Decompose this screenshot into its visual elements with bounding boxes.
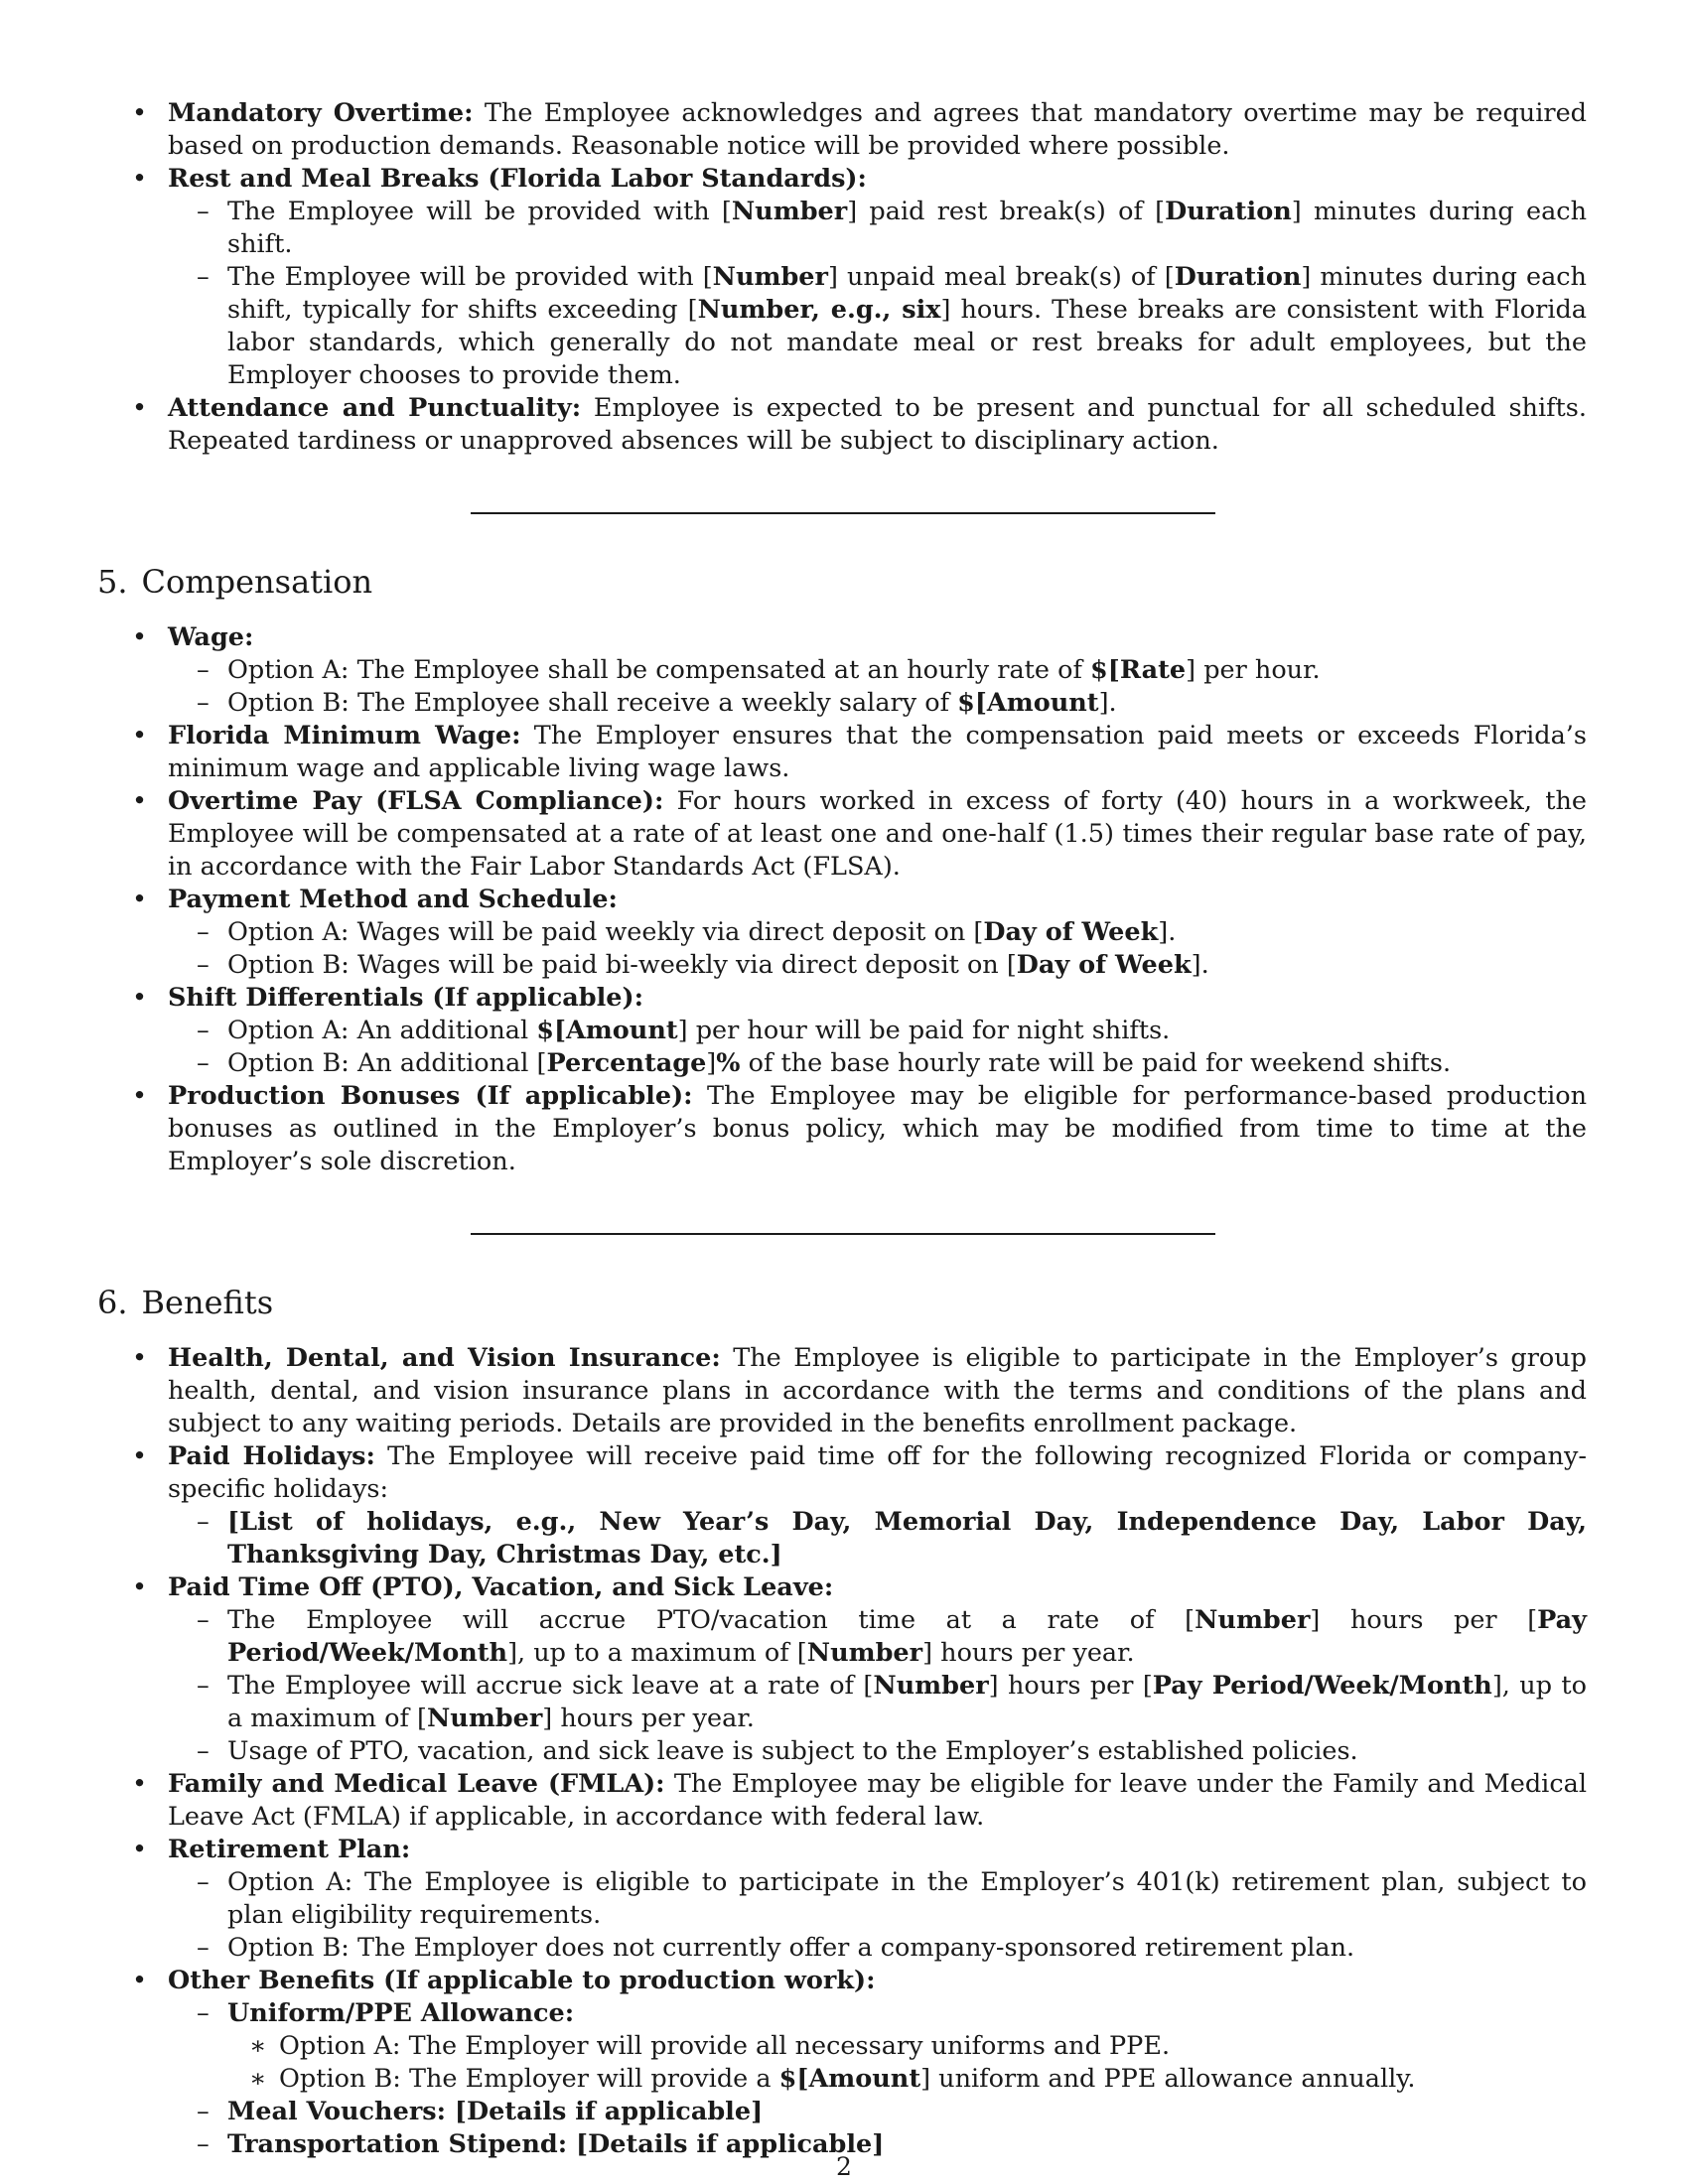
- option-a: – Option A: An additional $[Amount] per hour will be paid for night shifts.: [227, 1015, 1587, 1047]
- option-b: – Option B: The Employer does not currently offer a company-sponsored retirement plan.: [227, 1932, 1587, 1965]
- list-item-fmla: • Family and Medical Leave (FMLA): The Employee may be eligible for leave under the Family and Medical Leave Act (FMLA) if applicable, in accordance with federal law.: [168, 1768, 1587, 1834]
- option-a: – Option A: Wages will be paid weekly via direct deposit on [Day of Week].: [227, 916, 1587, 949]
- list-item-wage: • Wage: – Option A: The Employee shall be compensated at an hourly rate of $[Rate] per hour. – Option B: The Employee shall receive a weekly salary of $[Amount].: [168, 621, 1587, 720]
- option-a: – Option A: The Employee shall be compensated at an hourly rate of $[Rate] per hour.: [227, 654, 1587, 687]
- sublist-item-rest-break: – The Employee will be provided with [Number] paid rest break(s) of [Duration] minutes during each shift.: [227, 196, 1587, 261]
- document-page: [97, 97, 1587, 2161]
- pto-usage: – Usage of PTO, vacation, and sick leave is subject to the Employer’s established policies.: [227, 1735, 1587, 1768]
- sick-leave-accrual: – The Employee will accrue sick leave at a rate of [Number] hours per [Pay Period/Week/Month], up to a maximum of [Number] hours per year.: [227, 1670, 1587, 1735]
- retirement-options: [168, 1866, 1587, 1965]
- list-item-attendance: • Attendance and Punctuality: Employee is expected to be present and punctual for all scheduled shifts. Repeated tardiness or unapproved absences will be subject to disciplinary action.: [168, 392, 1587, 458]
- option-b: – Option B: Wages will be paid bi-weekly via direct deposit on [Day of Week].: [227, 949, 1587, 982]
- option-a: – Option A: The Employee is eligible to participate in the Employer’s 401(k) retirement plan, subject to plan eligibility requirements.: [227, 1866, 1587, 1932]
- option-b: – Option B: An additional [Percentage]% of the base hourly rate will be paid for weekend shifts.: [227, 1047, 1587, 1080]
- holiday-list-placeholder: – [List of holidays, e.g., New Year’s Day, Memorial Day, Independence Day, Labor Day, Thanksgiving Day, Christmas Day, etc.]: [227, 1506, 1587, 1571]
- page-number: 2: [836, 2152, 852, 2181]
- uniform-ppe-allowance: – Uniform/PPE Allowance: ∗ Option A: The Employer will provide all necessary uniforms and PPE. ∗ Option B: The Employer will provide a $[Amount] uniform and PPE allowance annually.: [227, 1997, 1587, 2096]
- list-item-retirement: • Retirement Plan: – Option A: The Employee is eligible to participate in the Employer’s 401(k) retirement plan, subject to plan eligibility requirements. – Option B: The Employer does not currently offer a company-sponsored retirement plan.: [168, 1834, 1587, 1965]
- list-item-pto: • Paid Time Off (PTO), Vacation, and Sick Leave: – The Employee will accrue PTO/vacation time at a rate of [Number] hours per [Pay Period/Week/Month], up to a maximum of [Number] hours per year. – The Employee will accrue sick leave at a rate of [Number] hours per [Pay Period/Week/Month], up to a maximum of [Number] hours per year. – Usage of PTO, vacation, and sick leave is subject to the Employer’s established policies.: [168, 1571, 1587, 1768]
- compensation-list: [97, 621, 1587, 1178]
- section-divider: [471, 512, 1215, 514]
- list-item-rest-meal-breaks: • Rest and Meal Breaks (Florida Labor Standards): – The Employee will be provided with [Number] paid rest break(s) of [Duration] minutes during each shift. – The Employee will be provided with [Number] unpaid meal break(s) of [Duration] minutes during each shift, typically for shifts exceeding [Number, e.g., six] hours. These breaks are consistent with Florida labor standards, which generally do not mandate meal or rest breaks for adult employees, but the Employer chooses to provide them.: [168, 163, 1587, 392]
- other-benefits-sublist: [168, 1997, 1587, 2161]
- rest-breaks-sublist: [168, 196, 1587, 392]
- payment-options: [168, 916, 1587, 982]
- option-b: – Option B: The Employee shall receive a weekly salary of $[Amount].: [227, 687, 1587, 720]
- holidays-sublist: [168, 1506, 1587, 1571]
- sublist-item-meal-break: – The Employee will be provided with [Number] unpaid meal break(s) of [Duration] minutes during each shift, typically for shifts exceeding [Number, e.g., six] hours. These breaks are consistent with Florida labor standards, which generally do not mandate meal or rest breaks for adult employees, but the Employer chooses to provide them.: [227, 261, 1587, 392]
- wage-options: [168, 654, 1587, 720]
- list-item-production-bonuses: • Production Bonuses (If applicable): The Employee may be eligible for performance-based production bonuses as outlined in the Employer’s bonus policy, which may be modified from time to time at the Employer’s sole discretion.: [168, 1080, 1587, 1178]
- option-b: ∗ Option B: The Employer will provide a $[Amount] uniform and PPE allowance annually.: [279, 2063, 1587, 2096]
- list-item-other-benefits: • Other Benefits (If applicable to production work): – Uniform/PPE Allowance: ∗ Option A: The Employer will provide all necessary uniforms and PPE. ∗ Option B: The Employer will provide a $[Amount] uniform and PPE allowance annually. – Meal Vouchers: [Details if applicable] – Transportation Stipend: [Details if applicable]: [168, 1965, 1587, 2161]
- shift-diff-options: [168, 1015, 1587, 1080]
- transportation-stipend: – Transportation Stipend: [Details if applicable]: [227, 2128, 1587, 2161]
- meal-vouchers: – Meal Vouchers: [Details if applicable]: [227, 2096, 1587, 2128]
- uniform-options: [227, 2030, 1587, 2096]
- list-item-overtime-pay: • Overtime Pay (FLSA Compliance): For hours worked in excess of forty (40) hours in a workweek, the Employee will be compensated at a rate of at least one and one-half (1.5) times their regular base rate of pay, in accordance with the Fair Labor Standards Act (FLSA).: [168, 785, 1587, 884]
- section-heading-compensation: 5. Compensation: [97, 563, 373, 601]
- list-item-insurance: • Health, Dental, and Vision Insurance: The Employee is eligible to participate in the Employer’s group health, dental, and vision insurance plans in accordance with the terms and conditions of the plans and subject to any waiting periods. Details are provided in the benefits enrollment package.: [168, 1342, 1587, 1440]
- list-item-mandatory-overtime: • Mandatory Overtime: The Employee acknowledges and agrees that mandatory overtime may be required based on production demands. Reasonable notice will be provided where possible.: [168, 97, 1587, 163]
- list-item-minimum-wage: • Florida Minimum Wage: The Employer ensures that the compensation paid meets or exceeds Florida’s minimum wage and applicable living wage laws.: [168, 720, 1587, 785]
- option-a: ∗ Option A: The Employer will provide all necessary uniforms and PPE.: [279, 2030, 1587, 2063]
- list-item-payment-method: • Payment Method and Schedule: – Option A: Wages will be paid weekly via direct deposit on [Day of Week]. – Option B: Wages will be paid bi-weekly via direct deposit on [Day of Week].: [168, 884, 1587, 982]
- benefits-list: [97, 1342, 1587, 2161]
- list-item-paid-holidays: • Paid Holidays: The Employee will receive paid time off for the following recognized Florida or company-specific holidays: – [List of holidays, e.g., New Year’s Day, Memorial Day, Independence Day, Labor Day, Thanksgiving Day, Christmas Day, etc.]: [168, 1440, 1587, 1571]
- pto-sublist: [168, 1604, 1587, 1768]
- list-item-shift-differentials: • Shift Differentials (If applicable): – Option A: An additional $[Amount] per hour will be paid for night shifts. – Option B: An additional [Percentage]% of the base hourly rate will be paid for weekend shifts.: [168, 982, 1587, 1080]
- pto-accrual: – The Employee will accrue PTO/vacation time at a rate of [Number] hours per [Pay Period/Week/Month], up to a maximum of [Number] hours per year.: [227, 1604, 1587, 1670]
- section-divider: [471, 1233, 1215, 1235]
- section-heading-benefits: 6. Benefits: [97, 1284, 274, 1321]
- work-schedule-list: [97, 97, 1587, 458]
